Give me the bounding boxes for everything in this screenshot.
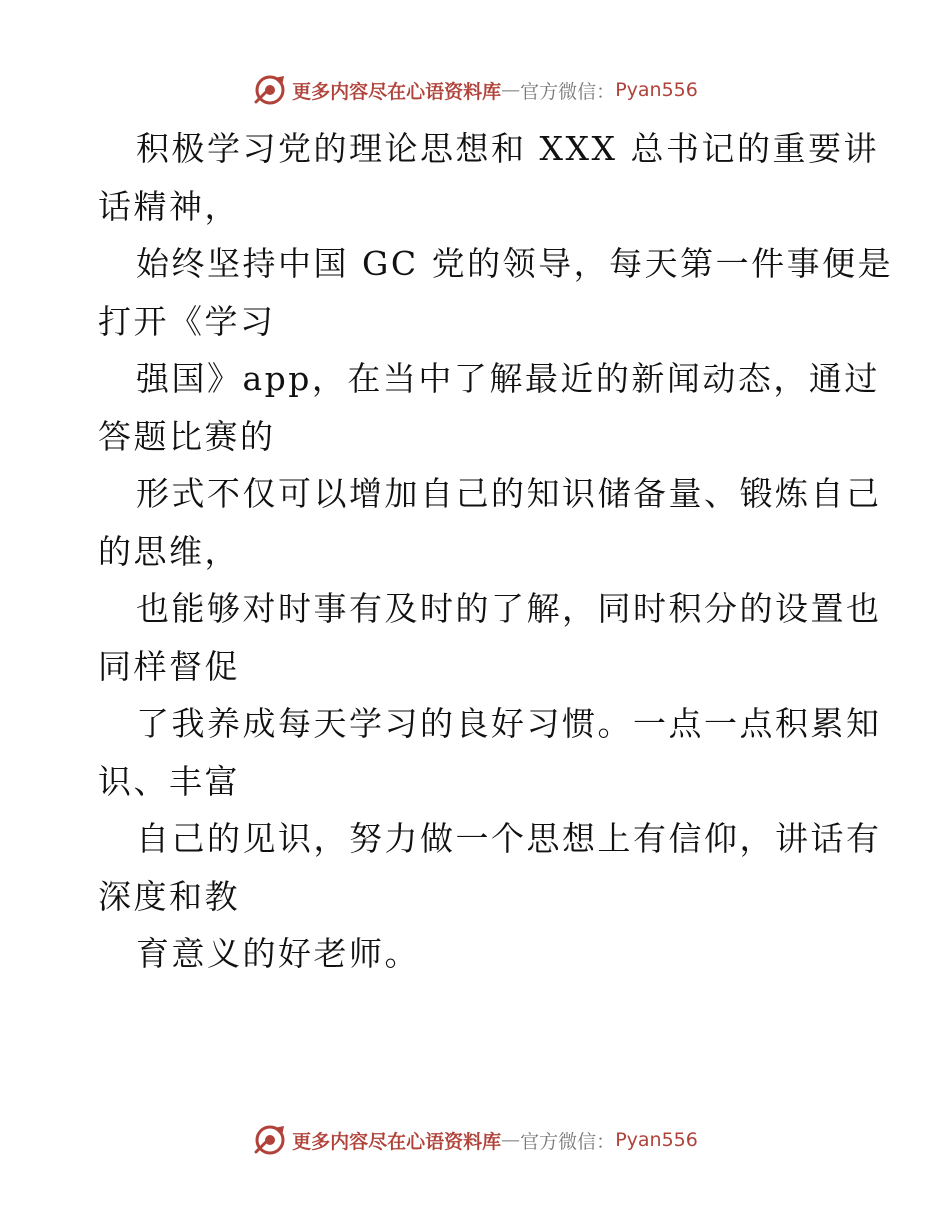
footer-watermark bbox=[0, 1120, 950, 1160]
pen-in-circle-icon bbox=[252, 72, 288, 108]
watermark-dash: — bbox=[501, 1129, 521, 1151]
header-watermark bbox=[0, 70, 950, 110]
text-line: 自己的见识，努力做一个思想上有信仰，讲话有 bbox=[136, 819, 882, 858]
text-line: 始终坚持中国 GC 党的领导，每天第一件事便是 bbox=[136, 244, 894, 283]
watermark-dash: — bbox=[501, 79, 521, 101]
text-line: 育意义的好老师。 bbox=[136, 934, 420, 973]
text-line: 识、丰富 bbox=[98, 761, 240, 801]
watermark-site-text: 更多内容尽在心语资料库 bbox=[292, 80, 502, 103]
watermark-wechat-label: 官方微信： bbox=[520, 80, 616, 103]
text-line: 深度和教 bbox=[98, 876, 240, 916]
text-line: 强国》app，在当中了解最近的新闻动态，通过 bbox=[136, 359, 880, 398]
text-line: 同样督促 bbox=[98, 646, 240, 686]
pen-in-circle-icon bbox=[252, 1122, 288, 1158]
watermark-account: Pyan556 bbox=[615, 79, 698, 101]
text-line: 积极学习党的理论思想和 XXX 总书记的重要讲 bbox=[136, 129, 879, 168]
text-line: 答题比赛的 bbox=[98, 416, 276, 456]
text-line: 话精神， bbox=[98, 186, 240, 226]
document-body bbox=[98, 120, 894, 983]
text-line: 形式不仅可以增加自己的知识储备量、锻炼自己 bbox=[136, 474, 882, 513]
text-line: 的思维， bbox=[98, 531, 240, 571]
watermark-wechat-label: 官方微信： bbox=[520, 1130, 616, 1153]
watermark-site-text: 更多内容尽在心语资料库 bbox=[292, 1130, 502, 1153]
text-line: 打开《学习 bbox=[98, 301, 276, 341]
text-line: 了我养成每天学习的良好习惯。一点一点积累知 bbox=[136, 704, 882, 743]
watermark-account: Pyan556 bbox=[615, 1129, 698, 1151]
text-line: 也能够对时事有及时的了解，同时积分的设置也 bbox=[136, 589, 882, 628]
